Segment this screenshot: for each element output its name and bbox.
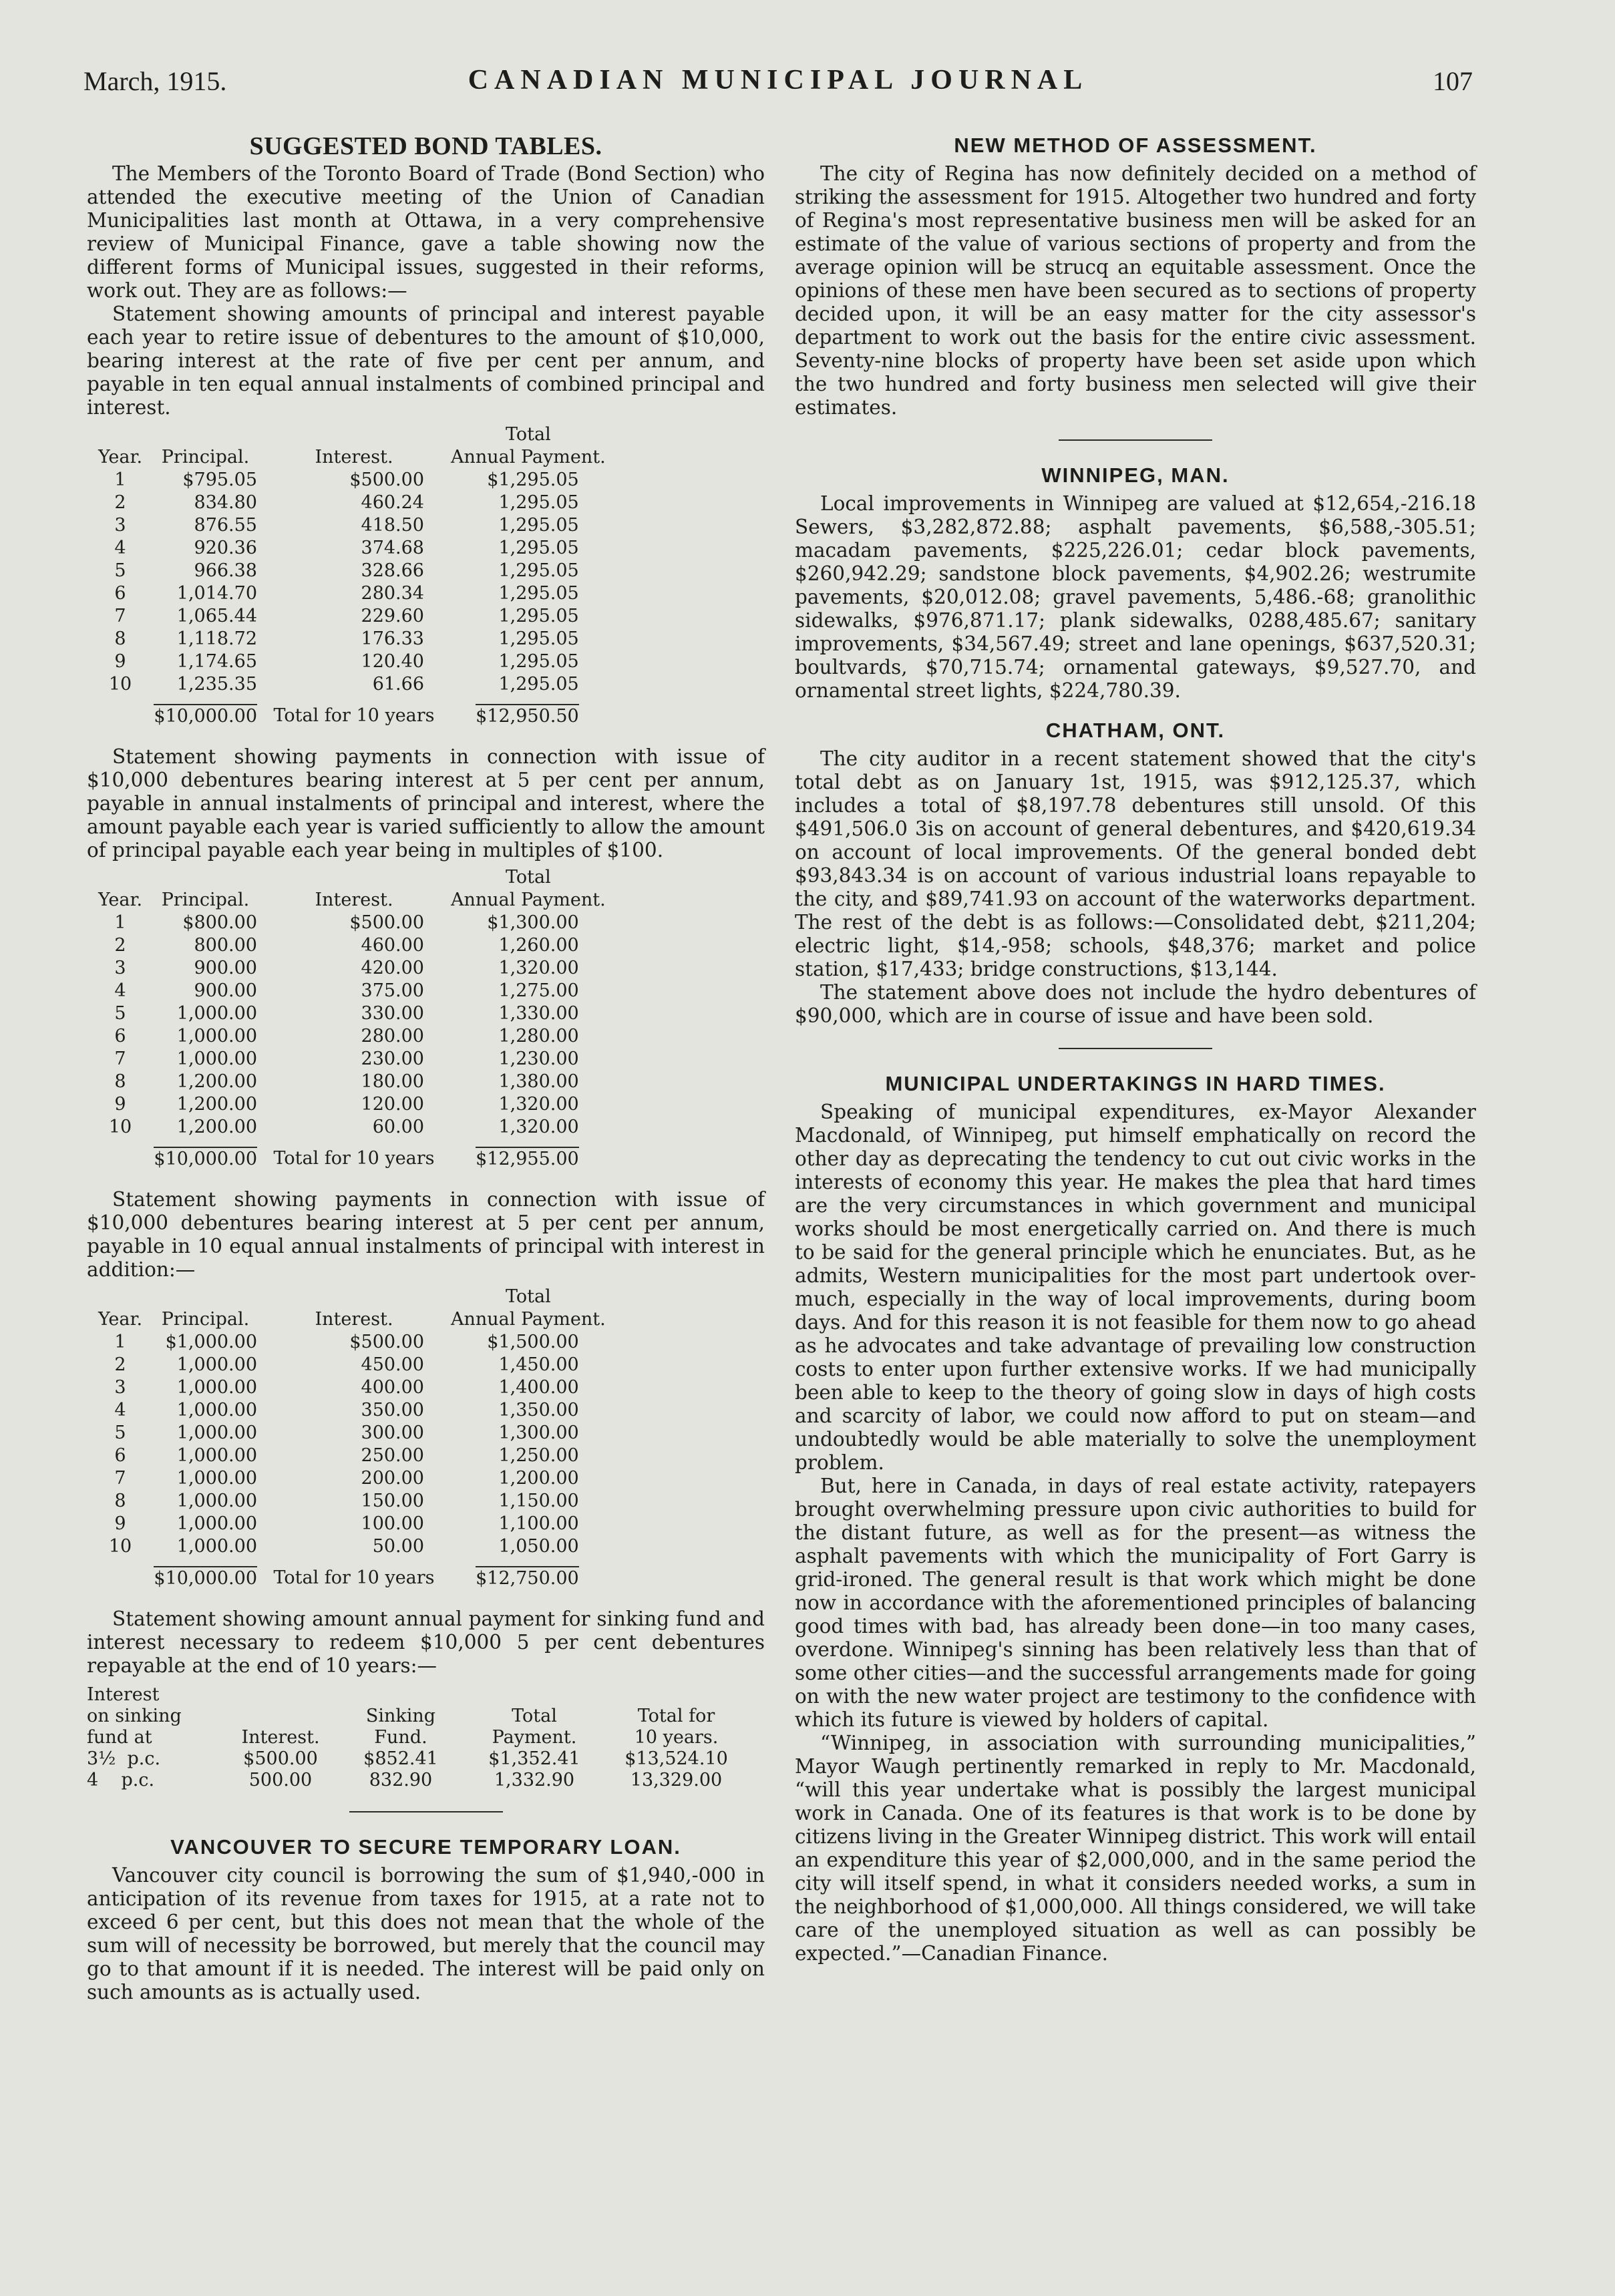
assessment-paragraph: The city of Regina has now definitely decided on a method of striking the assessment for 1915. Altogether two hundred and forty of Regina's most representative business men will be asked for an estimate of the value of various sections of property and from the average opinion will be strucq an equitable assessment. Once the opinions of these men have been secured as to sections of property decided upon, it will be an easy matter for the city assessor's department to work out the basis for the entire civic assessment. Seventy-nine blocks of property have been set aside upon which the two hundred and forty business men selected will give their estimates. — [795, 162, 1476, 419]
table-row — [87, 1513, 606, 1535]
annual-cell: 1,350.00 — [498, 1400, 579, 1420]
winnipeg-paragraph: Local improvements in Winnipeg are valued at $12,654,-216.18 Sewers, $3,282,872.88; asphalt pavements, $6,588,-305.51; macadam pavements, $225,226.01; cedar block pavements, $260,942.29; sandstone block pavements, $4,902.26; westrumite pavements, $20,012.08; gravel pavements, 5,486.-68; granolithic sidewalks, $976,871.17; plank sidewalks, 0288,485.67; sanitary improvements, $34,567.49; street and lane openings, $637,520.31; boultvards, $70,715.74; ornamental gateways, $9,527.70, and ornamental street lights, $224,780.39. — [795, 492, 1476, 702]
header-year: Year. — [98, 1309, 143, 1330]
principal-cell: 1,000.00 — [176, 1445, 257, 1466]
total-for-label: Total for 10 years — [273, 705, 435, 726]
table-row — [87, 1025, 606, 1048]
section-divider — [1059, 1048, 1212, 1049]
principal-cell: 1,000.00 — [176, 1468, 257, 1489]
principal-cell: 1,000.00 — [176, 1026, 257, 1046]
principal-cell: 1,200.00 — [176, 1071, 257, 1092]
year-cell: 4 — [114, 1400, 126, 1420]
annual-cell: $1,500.00 — [487, 1332, 579, 1352]
table-total-row — [87, 704, 606, 728]
principal-cell: 1,200.00 — [176, 1117, 257, 1137]
year-cell: 2 — [114, 1354, 126, 1375]
principal-total: $10,000.00 — [154, 1147, 257, 1171]
principal-total: $10,000.00 — [154, 1566, 257, 1590]
statement-2: Statement showing payments in connection with issue of $10,000 debentures bearing interest at 5 per cent per annum, payable in annual instalments of principal and interest, where the amount payable each year is varied sufficiently to allow the amount of principal payable each year being in multiples of $100. — [87, 745, 765, 862]
annual-total: $12,950.50 — [476, 704, 579, 728]
table-row — [87, 1071, 606, 1093]
interest-cell: 400.00 — [361, 1377, 424, 1398]
header-annual: Annual Payment. — [451, 1309, 606, 1330]
year-cell: 8 — [114, 1071, 126, 1092]
principal-cell: 1,235.35 — [176, 674, 257, 695]
municipal-paragraph-2: But, here in Canada, in days of real estate activity, ratepayers brought overwhelming pressure upon civic authorities to build for the distant future, as well as for the present—as witness the asphalt pavements with which the municipality of Fort Garry is grid-ironed. The general result is that work which might be done now in accordance with the aforementioned principles of balancing good times with bad, has already been done—in too many cases, overdone. Winnipeg's sinning has been relatively less than that of some other cities—and the successful arrangements made for going on with the new water project are testimony to the confidence with which its future is viewed by holders of capital. — [795, 1475, 1476, 1731]
annual-cell: 1,295.05 — [498, 492, 579, 513]
principal-cell: 1,000.00 — [176, 1048, 257, 1069]
interest-cell: 100.00 — [361, 1513, 424, 1534]
annual-cell: 1,295.05 — [498, 583, 579, 604]
principal-cell: 1,000.00 — [176, 1422, 257, 1443]
total-for-label: Total for 10 years — [273, 1567, 435, 1588]
sink-header-interest: Interest. — [241, 1727, 320, 1748]
table-row — [87, 514, 606, 537]
sink-header-fund: Sinking Fund. — [365, 1706, 436, 1748]
annual-cell: 1,295.05 — [498, 515, 579, 536]
annual-cell: 1,050.00 — [498, 1536, 579, 1557]
table-row — [87, 1093, 606, 1116]
chatham-paragraph-1: The city auditor in a recent statement showed that the city's total debt as on January 1st, 1915, was $912,125.37, which includes a total of $8,197.78 debentures still unsold. Of this $491,506.0 3is on account of general debentures, and $420,619.34 on account of local improvements. Of the general bonded debt $93,843.34 is on account of various industrial loans repayable to the city, and $89,741.93 on account of the waterworks department. The rest of the debt is as follows:—Consolidated debt, $211,204; electric light, $14,-958; schools, $48,376; market and police station, $17,433; bridge constructions, $13,144. — [795, 747, 1476, 980]
year-cell: 5 — [114, 560, 126, 581]
interest-cell: 180.00 — [361, 1071, 424, 1092]
rate-cell: 4 p.c. — [87, 1770, 155, 1790]
table-row — [87, 560, 606, 582]
sinking-fund-cell: 832.90 — [369, 1770, 433, 1790]
table-row — [87, 628, 606, 650]
year-cell: 6 — [114, 1026, 126, 1046]
interest-cell: 500.00 — [248, 1770, 313, 1790]
principal-cell: 900.00 — [194, 958, 257, 978]
bond-table-1 — [87, 423, 606, 728]
bond-intro-paragraph: The Members of the Toronto Board of Trade (Bond Section) who attended the executive meeting of the Union of Canadian Municipalities last month at Ottawa, in a very comprehensive review of Municipal Finance, gave a table showing now the different forms of Municipal issues, suggested in their reforms, work out. They are as follows:— — [87, 162, 765, 302]
total-ten-years-cell: 13,329.00 — [630, 1770, 723, 1790]
year-cell: 7 — [114, 1048, 126, 1069]
statement-3: Statement showing payments in connection with issue of $10,000 debentures bearing interest at 5 per cent per annum, payable in 10 equal annual instalments of principal with interest in addition:— — [87, 1188, 765, 1281]
table-row — [87, 650, 606, 673]
table-total-row — [87, 1147, 606, 1171]
header-principal: Principal. — [161, 890, 250, 910]
table-row — [87, 582, 606, 605]
interest-cell: 450.00 — [361, 1354, 424, 1375]
interest-cell: 150.00 — [361, 1491, 424, 1511]
header-total: Total — [505, 1286, 551, 1307]
table-row — [87, 605, 606, 628]
annual-cell: 1,275.00 — [498, 980, 579, 1001]
interest-cell: 250.00 — [361, 1445, 424, 1466]
principal-cell: 1,000.00 — [176, 1536, 257, 1557]
vancouver-paragraph: Vancouver city council is borrowing the sum of $1,940,-000 in anticipation of its revenue from taxes for 1915, at a rate not to exceed 6 per cent, but this does not mean that the whole of the sum will of necessity be borrowed, but merely that the council may go to that amount if it is needed. The interest will be paid only on such amounts as is actually used. — [87, 1864, 765, 2003]
principal-cell: 1,000.00 — [176, 1400, 257, 1420]
year-cell: 8 — [114, 628, 126, 649]
running-header — [83, 65, 1473, 106]
principal-cell: 1,065.44 — [176, 606, 257, 626]
table-row — [87, 934, 606, 957]
sinking-fund-cell: $852.41 — [363, 1748, 438, 1769]
bond-tables-heading: SUGGESTED BOND TABLES. — [249, 132, 602, 160]
header-total: Total — [505, 867, 551, 888]
principal-cell: 876.55 — [194, 515, 257, 536]
section-divider — [1059, 439, 1212, 441]
year-cell: 1 — [114, 469, 126, 490]
annual-cell: 1,450.00 — [498, 1354, 579, 1375]
principal-cell: $800.00 — [182, 912, 257, 933]
year-cell: 10 — [108, 1536, 132, 1557]
page-number: 107 — [1433, 66, 1473, 96]
interest-cell: 460.00 — [361, 935, 424, 956]
principal-cell: 900.00 — [194, 980, 257, 1001]
header-annual: Annual Payment. — [451, 890, 606, 910]
annual-cell: 1,295.05 — [498, 538, 579, 558]
year-cell: 4 — [114, 538, 126, 558]
principal-cell: 1,000.00 — [176, 1003, 257, 1024]
principal-cell: 920.36 — [194, 538, 257, 558]
statement-4: Statement showing amount annual payment for sinking fund and interest necessary to redeem $10,000 5 per cent debentures repayable at the end of 10 years:— — [87, 1607, 765, 1677]
annual-cell: 1,295.05 — [498, 651, 579, 672]
principal-cell: $795.05 — [182, 469, 257, 490]
year-cell: 5 — [114, 1003, 126, 1024]
annual-cell: 1,200.00 — [498, 1468, 579, 1489]
interest-cell: 460.24 — [361, 492, 424, 513]
annual-cell: $1,295.05 — [487, 469, 579, 490]
total-payment-cell: 1,332.90 — [494, 1770, 575, 1790]
interest-cell: 328.66 — [361, 560, 424, 581]
interest-cell: 176.33 — [361, 628, 424, 649]
table-header-row — [87, 1286, 606, 1308]
table-header-row — [87, 446, 606, 469]
journal-title: CANADIAN MUNICIPAL JOURNAL — [468, 65, 1089, 95]
vancouver-heading: VANCOUVER TO SECURE TEMPORARY LOAN. — [170, 1835, 681, 1859]
table-row — [87, 1048, 606, 1071]
table-row — [87, 912, 606, 934]
principal-cell: 800.00 — [194, 935, 257, 956]
table-header-row — [87, 866, 606, 889]
interest-cell: 60.00 — [372, 1117, 424, 1137]
interest-cell: 374.68 — [361, 538, 424, 558]
interest-cell: 300.00 — [361, 1422, 424, 1443]
principal-cell: $1,000.00 — [165, 1332, 257, 1352]
header-principal: Principal. — [161, 447, 250, 467]
annual-cell: 1,330.00 — [498, 1003, 579, 1024]
interest-cell: 350.00 — [361, 1400, 424, 1420]
right-column — [795, 134, 1476, 1965]
year-cell: 1 — [114, 912, 126, 933]
interest-cell: $500.00 — [349, 1332, 424, 1352]
annual-cell: 1,295.05 — [498, 674, 579, 695]
year-cell: 10 — [108, 674, 132, 695]
interest-cell: 280.34 — [361, 583, 424, 604]
interest-cell: 61.66 — [372, 674, 424, 695]
annual-cell: $1,300.00 — [487, 912, 579, 933]
table-row — [87, 1116, 606, 1139]
year-cell: 6 — [114, 583, 126, 604]
table-total-row — [87, 1566, 606, 1590]
interest-cell: 200.00 — [361, 1468, 424, 1489]
year-cell: 4 — [114, 980, 126, 1001]
annual-cell: 1,295.05 — [498, 560, 579, 581]
interest-cell: 120.40 — [361, 651, 424, 672]
principal-cell: 1,000.00 — [176, 1377, 257, 1398]
bond-table-2 — [87, 866, 606, 1171]
header-principal: Principal. — [161, 1309, 250, 1330]
section-divider — [349, 1811, 503, 1812]
table-row — [87, 1748, 751, 1770]
annual-cell: 1,320.00 — [498, 1117, 579, 1137]
interest-cell: $500.00 — [243, 1748, 318, 1769]
municipal-paragraph-1: Speaking of municipal expenditures, ex-Mayor Alexander Macdonald, of Winnipeg, put himself emphatically on record the other day as deprecating the tendency to cut out civic works in the interests of economy this year. He makes the plea that hard times are the very circumstances in which government and municipal works should be most energetically carried on. And there is much to be said for the general principle which he enunciates. But, as he admits, Western municipalities for the most part undertook over-much, especially in the way of local improvements, during boom days. And for this reason it is not feasible for them now to go ahead as he advocates and take advantage of prevailing low construction costs to enter upon further extensive works. If we had municipally been able to keep to the theory of going slow in days of high costs and scarcity of labor, we could now afford to put on steam—and undoubtedly would be able materially to solve the unemployment problem. — [795, 1101, 1476, 1474]
table-row — [87, 1467, 606, 1490]
total-ten-years-cell: $13,524.10 — [624, 1748, 728, 1769]
table-row — [87, 1490, 606, 1513]
year-cell: 6 — [114, 1445, 126, 1466]
table-header-row — [87, 423, 606, 446]
annual-cell: 1,300.00 — [498, 1422, 579, 1443]
annual-cell: 1,295.05 — [498, 628, 579, 649]
winnipeg-heading: WINNIPEG, MAN. — [1041, 463, 1230, 487]
interest-cell: 375.00 — [361, 980, 424, 1001]
principal-cell: 1,000.00 — [176, 1491, 257, 1511]
header-total: Total — [505, 424, 551, 445]
principal-cell: 1,174.65 — [176, 651, 257, 672]
table-header-row — [87, 1308, 606, 1331]
interest-cell: 418.50 — [361, 515, 424, 536]
sink-header-col1: Interest on sinking fund at — [87, 1684, 182, 1748]
annual-total: $12,955.00 — [476, 1147, 579, 1171]
year-cell: 2 — [114, 492, 126, 513]
table-row — [87, 1770, 751, 1791]
interest-cell: 420.00 — [361, 958, 424, 978]
principal-cell: 1,014.70 — [176, 583, 257, 604]
table-header-row — [87, 889, 606, 912]
principal-cell: 966.38 — [194, 560, 257, 581]
sink-header-total10: Total for 10 years. — [634, 1706, 719, 1748]
issue-date: March, 1915. — [83, 66, 227, 96]
header-annual: Annual Payment. — [451, 447, 606, 467]
interest-cell: 330.00 — [361, 1003, 424, 1024]
annual-cell: 1,320.00 — [498, 958, 579, 978]
table-row — [87, 1399, 606, 1422]
year-cell: 9 — [114, 651, 126, 672]
table-row — [87, 492, 606, 514]
annual-total: $12,750.00 — [476, 1566, 579, 1590]
header-interest: Interest. — [315, 447, 393, 467]
annual-cell: 1,150.00 — [498, 1491, 579, 1511]
table-row — [87, 1422, 606, 1445]
year-cell: 1 — [114, 1332, 126, 1352]
interest-cell: $500.00 — [349, 912, 424, 933]
table-row — [87, 1354, 606, 1376]
principal-cell: 834.80 — [194, 492, 257, 513]
left-column — [87, 134, 765, 2004]
interest-cell: 280.00 — [361, 1026, 424, 1046]
header-interest: Interest. — [315, 890, 393, 910]
year-cell: 9 — [114, 1513, 126, 1534]
year-cell: 8 — [114, 1491, 126, 1511]
table-row — [87, 469, 606, 492]
header-year: Year. — [98, 447, 143, 467]
year-cell: 7 — [114, 606, 126, 626]
year-cell: 5 — [114, 1422, 126, 1443]
annual-cell: 1,400.00 — [498, 1377, 579, 1398]
principal-cell: 1,000.00 — [176, 1513, 257, 1534]
principal-cell: 1,118.72 — [176, 628, 257, 649]
sink-header-total: Total Payment. — [492, 1706, 577, 1748]
annual-cell: 1,250.00 — [498, 1445, 579, 1466]
chatham-paragraph-2: The statement above does not include the hydro debentures of $90,000, which are in course of issue and have been sold. — [795, 981, 1476, 1027]
year-cell: 3 — [114, 515, 126, 536]
principal-cell: 1,000.00 — [176, 1354, 257, 1375]
principal-cell: 1,200.00 — [176, 1094, 257, 1115]
annual-cell: 1,280.00 — [498, 1026, 579, 1046]
year-cell: 10 — [108, 1117, 132, 1137]
annual-cell: 1,260.00 — [498, 935, 579, 956]
statement-1: Statement showing amounts of principal and interest payable each year to retire issue of debentures to the amount of $10,000, bearing interest at the rate of five per cent per annum, and payable in ten equal annual instalments of combined principal and interest. — [87, 303, 765, 419]
table-row — [87, 1331, 606, 1354]
year-cell: 7 — [114, 1468, 126, 1489]
table-row — [87, 1002, 606, 1025]
annual-cell: 1,295.05 — [498, 606, 579, 626]
municipal-paragraph-3: “Winnipeg, in association with surrounding municipalities,” Mayor Waugh pertinently remarked in reply to Mr. Macdonald, “will this year undertake what is possibly the largest municipal work in Canada. One of its features is that work is to be done by citizens living in the Greater Winnipeg district. This work will entail an expenditure this year of $2,000,000, and in the same period the city will itself spend, in what it considers needed works, a sum in the neighborhood of $1,000,000. All things considered, we will take care of the unemployed situation as well as can possibly be expected.”—Canadian Finance. — [795, 1732, 1476, 1965]
annual-cell: 1,320.00 — [498, 1094, 579, 1115]
annual-cell: 1,100.00 — [498, 1513, 579, 1534]
interest-cell: 230.00 — [361, 1048, 424, 1069]
interest-cell: 229.60 — [361, 606, 424, 626]
rate-cell: 3½ p.c. — [87, 1748, 161, 1769]
table-row — [87, 1376, 606, 1399]
assessment-heading: NEW METHOD OF ASSESSMENT. — [954, 134, 1317, 157]
total-payment-cell: $1,352.41 — [488, 1748, 580, 1769]
year-cell: 3 — [114, 1377, 126, 1398]
header-interest: Interest. — [315, 1309, 393, 1330]
sinking-fund-table — [87, 1684, 751, 1791]
header-year: Year. — [98, 890, 143, 910]
year-cell: 9 — [114, 1094, 126, 1115]
interest-cell: 50.00 — [372, 1536, 424, 1557]
bond-table-3 — [87, 1286, 606, 1590]
year-cell: 3 — [114, 958, 126, 978]
table-row — [87, 1445, 606, 1467]
chatham-heading: CHATHAM, ONT. — [1045, 719, 1226, 742]
table-row — [87, 537, 606, 560]
annual-cell: 1,230.00 — [498, 1048, 579, 1069]
interest-cell: 120.00 — [361, 1094, 424, 1115]
municipal-undertakings-heading: MUNICIPAL UNDERTAKINGS IN HARD TIMES. — [885, 1072, 1386, 1095]
year-cell: 2 — [114, 935, 126, 956]
principal-total: $10,000.00 — [154, 704, 257, 728]
interest-cell: $500.00 — [349, 469, 424, 490]
annual-cell: 1,380.00 — [498, 1071, 579, 1092]
table-row — [87, 1535, 606, 1558]
total-for-label: Total for 10 years — [273, 1148, 435, 1169]
table-row — [87, 673, 606, 696]
table-row — [87, 957, 606, 980]
table-row — [87, 980, 606, 1002]
